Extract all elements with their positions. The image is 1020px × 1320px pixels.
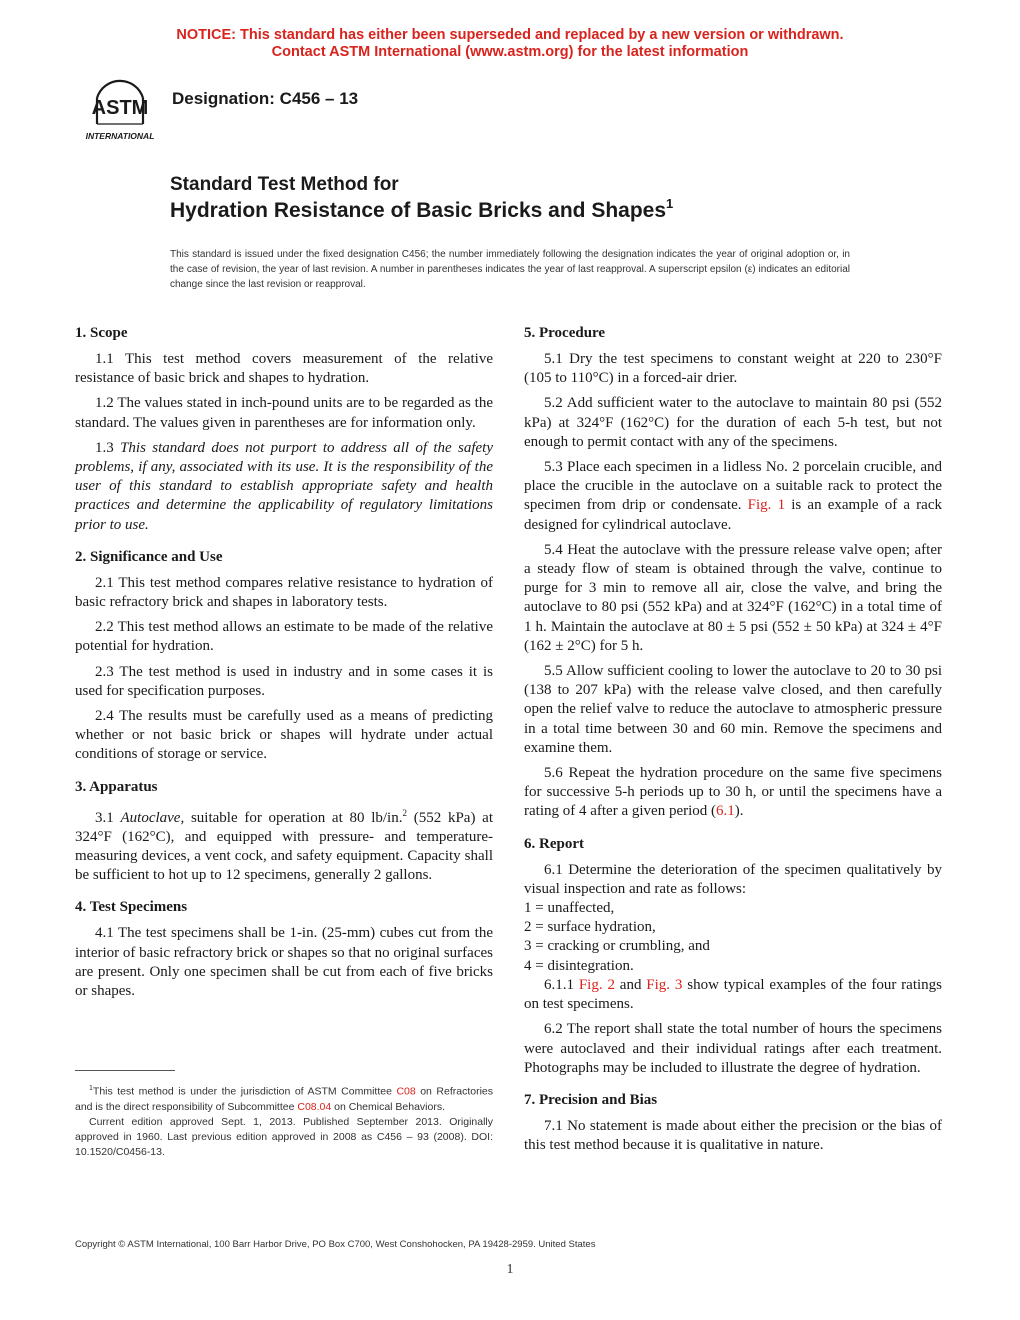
- significance-2-3: 2.3 The test method is used in industry and in some cases it is used for specification purposes.: [75, 663, 493, 699]
- procedure-5-2: 5.2 Add sufficient water to the autoclave to maintain 80 psi (552 kPa) at 324°F (162°C) for the duration of each 5-h test, but not enough to permit contact with any of the specimens.: [524, 395, 942, 450]
- scope-1-3: [75, 439, 493, 535]
- scope-1-2: 1.2 The values stated in inch-pound units are to be regarded as the standard. The values given in parentheses are for information only.: [75, 395, 493, 431]
- section-scope: [75, 322, 493, 535]
- notice-line-2: Contact ASTM International (www.astm.org) for the latest information: [271, 44, 749, 60]
- report-6-1-1-mid: and: [614, 976, 647, 993]
- rating-2: 2 = surface hydration,: [524, 919, 656, 936]
- footnote-1-mark: 1: [89, 1085, 93, 1092]
- title-text: Hydration Resistance of Basic Bricks and Shapes: [170, 199, 667, 222]
- footnote-1-a: This test method is under the jurisdiction of ASTM Committee: [92, 1085, 397, 1098]
- copyright: Copyright © ASTM International, 100 Barr Harbor Drive, PO Box C700, West Conshohocken, PA 19428-2959. United States: [75, 1239, 596, 1250]
- procedure-5-4: 5.4 Heat the autoclave with the pressure release valve open; after a steady flow of steam is obtained through the valve, continue to purge for 3 min to remove all air, close the valve, and bring the autoclave to 80 psi (552 kPa) and at 324°F (162°C) in a total time of 1 h. Maintain the autoclave at 80 ± 5 psi (552 ± 50 kPa) at 324 ± 4°F (162 ± 2°C) for 5 h.: [524, 541, 942, 654]
- footnote-1: [75, 1081, 493, 1115]
- footnote-1-c: on Chemical Behaviors.: [331, 1100, 446, 1113]
- procedure-heading: 5. Procedure: [524, 325, 606, 341]
- section-report: [524, 833, 942, 1078]
- notice-banner: [0, 27, 1020, 61]
- procedure-5-1: 5.1 Dry the test specimens to constant weight at 220 to 230°F (105 to 110°C) in a forced-air drier.: [524, 351, 942, 387]
- procedure-5-3-a: 5.3 Place each specimen in a lidless No. 2 porcelain crucible, and place the crucible in the autoclave on a suitable rack to protect the specimen from drip or condensate.: [524, 459, 942, 514]
- report-6-2: 6.2 The report shall state the total number of hours the specimens were autoclaved and their individual ratings after each treatment. Photographs may be included to illustrate the degree of hydration.: [524, 1021, 942, 1076]
- apparatus-3-1-b: (552 kPa) at 324°F (162°C), and equipped with pressure- and temperature-measuring devices, a vent cock, and safety equipment. Capacity shall be sufficient to hot up to 12 specimens, generally 2 gallons.: [75, 809, 493, 884]
- section-significance: [75, 546, 493, 765]
- designation: Designation: C456 – 13: [172, 89, 359, 108]
- logo-subtext: INTERNATIONAL: [85, 131, 155, 141]
- rating-1: 1 = unaffected,: [524, 900, 615, 917]
- report-6-1-1: [524, 976, 942, 1014]
- notice-line-1: NOTICE: This standard has either been superseded and replaced by a new version or withdrawn.: [176, 27, 844, 43]
- specimens-4-1: 4.1 The test specimens shall be 1-in. (25-mm) cubes cut from the interior of basic refractory brick or shapes so that no original surfaces are present. Only one specimen shall be cut from each of five bricks or shapes.: [75, 925, 493, 1000]
- specimens-heading: 4. Test Specimens: [75, 899, 188, 916]
- apparatus-3-1-a: suitable for operation at 80 lb/in.: [184, 809, 403, 826]
- apparatus-term: Autoclave,: [120, 809, 185, 826]
- precision-heading: 7. Precision and Bias: [524, 1091, 658, 1108]
- procedure-5-6-a: 5.6 Repeat the hydration procedure on the same five specimens for successive 5-h periods up to 30 h, or until the specimens have a rating of 4 after a given period (: [524, 765, 942, 820]
- footnote-1-b: on Refractories and is the direct responsibility of Subcommittee: [75, 1085, 494, 1113]
- page-number: 1: [506, 1262, 514, 1277]
- subcommittee-c08-04-link[interactable]: C08.04: [297, 1100, 332, 1113]
- procedure-5-6-b: ).: [734, 803, 744, 820]
- report-6-1-1-b: show typical examples of the four ratings on test specimens.: [524, 976, 943, 1013]
- procedure-5-3-b: is an example of a rack designed for cylindrical autoclave.: [524, 497, 942, 533]
- footnotes: [75, 1081, 493, 1160]
- procedure-5-5: 5.5 Allow sufficient cooling to lower the autoclave to 20 to 30 psi (138 to 207 kPa) with the release valve closed, and then carefully open the relief valve to reduce the autoclave to atmospheric pressure in a total time between 30 and 60 min. Remove the specimens and examine them.: [524, 663, 942, 756]
- scope-1-3-text: This standard does not purport to address all of the safety problems, if any, associated with its use. It is the responsibility of the user of this standard to establish appropriate safety and health practices and determine the applicability of regulatory limitations prior to use.: [75, 439, 494, 533]
- footnote-edition: Current edition approved Sept. 1, 2013. Published September 2013. Originally approved in 1960. Last previous edition approved in 2008 as C456 – 93 (2008). DOI: 10.1520/C0456-13.: [75, 1115, 493, 1158]
- section-specimens: [75, 896, 493, 1001]
- fig-3-link[interactable]: Fig. 3: [646, 976, 683, 993]
- fig-1-link[interactable]: Fig. 1: [747, 497, 786, 514]
- astm-logo: [75, 68, 165, 144]
- significance-2-1: 2.1 This test method compares relative resistance to hydration of basic refractory brick and shapes in laboratory tests.: [75, 574, 493, 611]
- fig-2-link[interactable]: Fig. 2: [578, 976, 615, 993]
- report-heading: 6. Report: [524, 835, 584, 852]
- section-6-1-link[interactable]: 6.1: [716, 803, 735, 820]
- significance-heading: 2. Significance and Use: [75, 548, 223, 565]
- rating-3: 3 = cracking or crumbling, and: [524, 938, 710, 955]
- preamble: This standard is issued under the fixed designation C456; the number immediately following the designation indicates the year of original adoption or, in the case of revision, the year of last revision. A number in parentheses indicates the year of last reapproval. A superscript epsilon (ε) indicates an editorial change since the last revision or reapproval.: [170, 249, 850, 290]
- scope-heading: 1. Scope: [75, 325, 128, 341]
- committee-c08-link[interactable]: C08: [396, 1085, 416, 1098]
- left-column: [75, 322, 493, 1007]
- section-procedure: [524, 322, 942, 822]
- significance-2-2: 2.2 This test method allows an estimate to be made of the relative potential for hydration.: [75, 619, 493, 655]
- scope-1-1: 1.1 This test method covers measurement of the relative resistance of basic brick and shapes to hydration.: [75, 351, 493, 387]
- scope-1-3-num: 1.3: [95, 439, 121, 456]
- apparatus-sup: 2: [402, 807, 407, 818]
- report-6-1-1-num: 6.1.1: [544, 976, 579, 993]
- precision-7-1: 7.1 No statement is made about either the precision or the bias of this test method because it is qualitative in nature.: [524, 1117, 942, 1154]
- procedure-5-6: [524, 764, 942, 822]
- apparatus-3-1-num: 3.1: [95, 809, 121, 826]
- report-6-1: 6.1 Determine the deterioration of the specimen qualitatively by visual inspection and rate as follows:: [524, 861, 942, 897]
- section-apparatus: [75, 776, 493, 886]
- title-footnote-mark: 1: [666, 196, 674, 211]
- footnote-divider: [75, 1070, 175, 1071]
- right-column: [524, 322, 942, 1161]
- logo-text: ASTM: [91, 97, 149, 119]
- apparatus-3-1: [75, 804, 493, 886]
- significance-2-4: 2.4 The results must be carefully used as a means of predicting whether or not basic brick or shapes will hydrate under actual conditions of storage or service.: [75, 708, 493, 763]
- apparatus-heading: 3. Apparatus: [75, 778, 158, 795]
- title-line-2: [170, 196, 674, 223]
- procedure-5-3: [524, 458, 942, 535]
- title-line-1: Standard Test Method for: [170, 174, 399, 195]
- rating-4: 4 = disintegration.: [524, 957, 634, 974]
- section-precision: [524, 1089, 942, 1155]
